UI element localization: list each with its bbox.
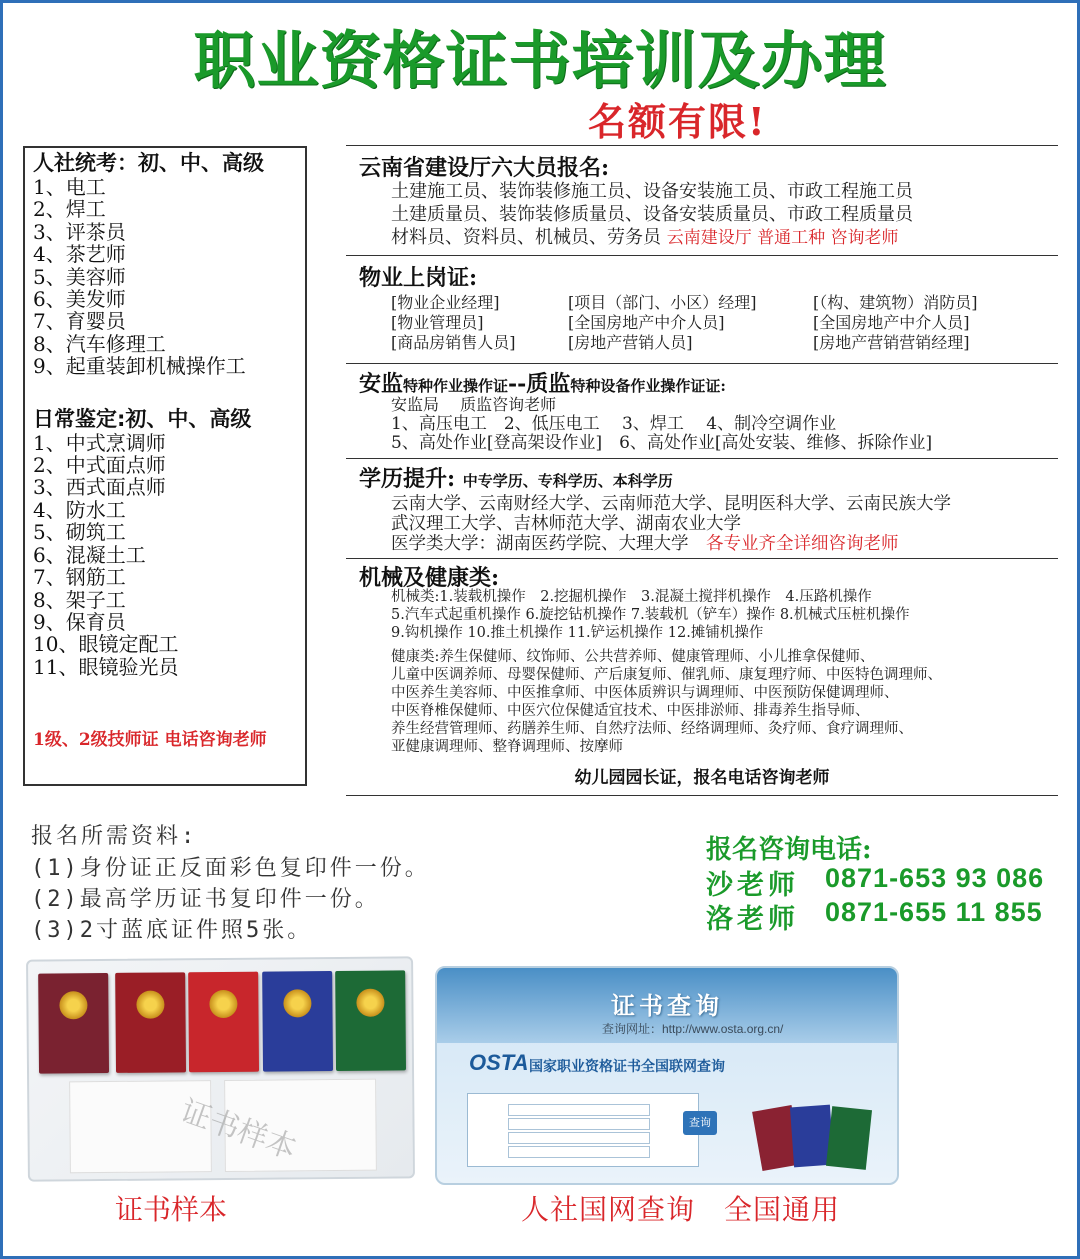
divider [346,795,1058,796]
query-field [508,1118,650,1130]
certificate-sample-image [26,956,415,1181]
health-line: 中医养生美容师、中医推拿师、中医体质辨识与调理师、中医预防保健调理师、 [391,685,899,701]
query-caption: 人社国网查询 全国通用 [521,1193,841,1226]
health-line: 养生经营管理师、药膳养生师、自然疗法师、经络调理师、灸疗师、食疗调理师、 [391,721,913,737]
property-cell: [商品房销售人员] [391,333,516,352]
left-heading-exam: 人社统考：初、中、高级 [33,151,264,175]
certificate-book [826,1106,872,1170]
list-item: 1、中式烹调师 [33,430,166,455]
contact-phone[interactable]: 0871-653 93 086 [825,863,1045,893]
divider [346,558,1058,559]
technician-note: 1级、2级技师证 电话咨询老师 [33,730,267,750]
list-item: 6、美发师 [33,287,126,312]
list-item: 9、保育员 [33,609,126,634]
national-emblem-icon [283,989,311,1017]
divider [346,145,1058,146]
requirements-title: 报名所需资料: [31,824,198,849]
left-box [23,146,307,786]
machinery-line: 9.钩机操作 10.推土机操作 11.铲运机操作 12.摊铺机操作 [391,625,764,641]
certificate-book [335,970,406,1071]
list-item: 5、美容师 [33,264,126,289]
education-heading: 学历提升: 中专学历、专科学历、本科学历 [359,466,673,492]
list-item: 1、电工 [33,175,106,199]
construction-consult-note: 云南建设厅 普通工种 咨询老师 [666,228,899,248]
certificate-book [188,972,259,1073]
certificate-book [115,972,186,1073]
requirement-item: (3)2寸蓝底证件照5张。 [31,918,313,943]
certificate-book [38,973,109,1074]
certificate-caption: 证书样本 [115,1193,228,1226]
health-line: 儿童中医调养师、母婴保健师、产后康复师、催乳师、康复理疗师、中医特色调理师、 [391,667,942,683]
contact-name: 洛老师 [706,904,799,935]
list-item: 4、茶艺师 [33,242,126,267]
query-subtitle: 国家职业资格证书全国联网查询 [529,1059,725,1075]
query-field [508,1132,650,1144]
query-field [508,1146,650,1158]
education-line: 医学类大学：湖南医药学院、大理大学 各专业齐全详细咨询老师 [391,534,899,554]
property-cell: [全国房地产中介人员] [568,313,725,332]
construction-line: 土建质量员、装饰装修质量员、设备安装质量员、市政工程质量员 [391,204,913,225]
list-item: 3、西式面点师 [33,475,166,500]
certificate-book [262,971,333,1072]
query-field [508,1104,650,1116]
main-title: 职业资格证书培训及办理 [193,24,887,97]
divider [346,255,1058,256]
limited-spots-subtitle: 名额有限! [588,99,767,144]
safety-line: 5、高处作业[登高架设作业] 6、高处作业[高处安装、维修、拆除作业] [391,433,933,453]
osta-logo: OSTA [469,1050,529,1075]
list-item: 8、汽车修理工 [33,331,166,356]
machinery-heading: 机械及健康类: [359,565,500,591]
health-line: 亚健康调理师、整脊调理师、按摩师 [391,739,623,755]
list-item: 2、中式面点师 [33,453,166,478]
safety-line: 安监局 质监咨询老师 [391,395,557,414]
list-item: 11、眼镜验光员 [33,654,179,679]
query-url: 查询网址：http://www.osta.org.cn/ [602,1022,784,1036]
query-title: 证书查询 [611,991,723,1020]
education-line: 云南大学、云南财经大学、云南师范大学、昆明医科大学、云南民族大学 [391,494,951,514]
left-heading-daily: 日常鉴定:初、中、高级 [33,406,252,431]
contact-title: 报名咨询电话: [706,835,872,865]
list-item: 8、架子工 [33,587,126,612]
health-line: 健康类:养生保健师、纹饰师、公共营养师、健康管理师、小儿推拿保健师、 [391,649,875,665]
national-emblem-icon [356,989,384,1017]
list-item: 7、钢筋工 [33,565,126,590]
list-item: 6、混凝土工 [33,542,146,567]
property-cell: [物业管理员] [391,313,484,332]
list-item: 3、评茶员 [33,219,126,244]
property-heading: 物业上岗证: [359,265,478,291]
national-emblem-icon [209,990,237,1018]
safety-heading: 安监特种作业操作证--质监特种设备作业操作证证: [359,371,726,397]
list-item: 7、育婴员 [33,309,126,334]
contact-name: 沙老师 [706,870,799,901]
contact-phone[interactable]: 0871-655 11 855 [825,897,1043,927]
list-item: 10、眼镜定配工 [33,632,179,657]
construction-heading: 云南省建设厅六大员报名: [359,155,610,181]
safety-line: 1、高压电工 2、低压电工 3、焊工 4、制冷空调作业 [391,414,837,434]
requirement-item: (1)身份证正反面彩色复印件一份。 [31,856,430,881]
sample-watermark: 证书样本 [175,1093,301,1167]
construction-line: 材料员、资料员、机械员、劳务员 云南建设厅 普通工种 咨询老师 [391,227,899,248]
education-consult-note: 各专业齐全详细咨询老师 [706,534,899,554]
requirement-item: (2)最高学历证书复印件一份。 [31,887,380,912]
divider [346,363,1058,364]
list-item: 5、砌筑工 [33,520,126,545]
national-emblem-icon [136,990,164,1018]
property-cell: [房地产营销营销经理] [813,333,970,352]
national-emblem-icon [59,991,87,1019]
query-form [467,1093,699,1167]
list-item: 2、焊工 [33,197,106,222]
machinery-line: 机械类:1.装载机操作 2.挖掘机操作 3.混凝土搅拌机操作 4.压路机操作 [391,589,872,605]
health-line: 中医脊椎保健师、中医穴位保健适宜技术、中医排淤师、排毒养生指导师、 [391,703,870,719]
property-cell: [（构、建筑物）消防员] [813,293,978,312]
kindergarten-note: 幼儿园园长证，报名电话咨询老师 [574,768,830,788]
list-item: 4、防水工 [33,497,126,522]
list-item: 9、起重装卸机械操作工 [33,354,246,379]
property-cell: [物业企业经理] [391,293,500,312]
machinery-line: 5.汽车式起重机操作 6.旋挖钻机操作 7.装载机（铲车）操作 8.机械式压桩机操作 [391,607,910,623]
divider [346,458,1058,459]
online-query-screenshot [435,966,899,1185]
construction-line: 土建施工员、装饰装修施工员、设备安装施工员、市政工程施工员 [391,181,913,202]
property-cell: [房地产营销人员] [568,333,693,352]
query-button: 查询 [683,1111,717,1135]
education-line: 武汉理工大学、吉林师范大学、湖南农业大学 [391,514,741,534]
property-cell: [项目（部门、小区）经理] [568,293,757,312]
property-cell: [全国房地产中介人员] [813,313,970,332]
